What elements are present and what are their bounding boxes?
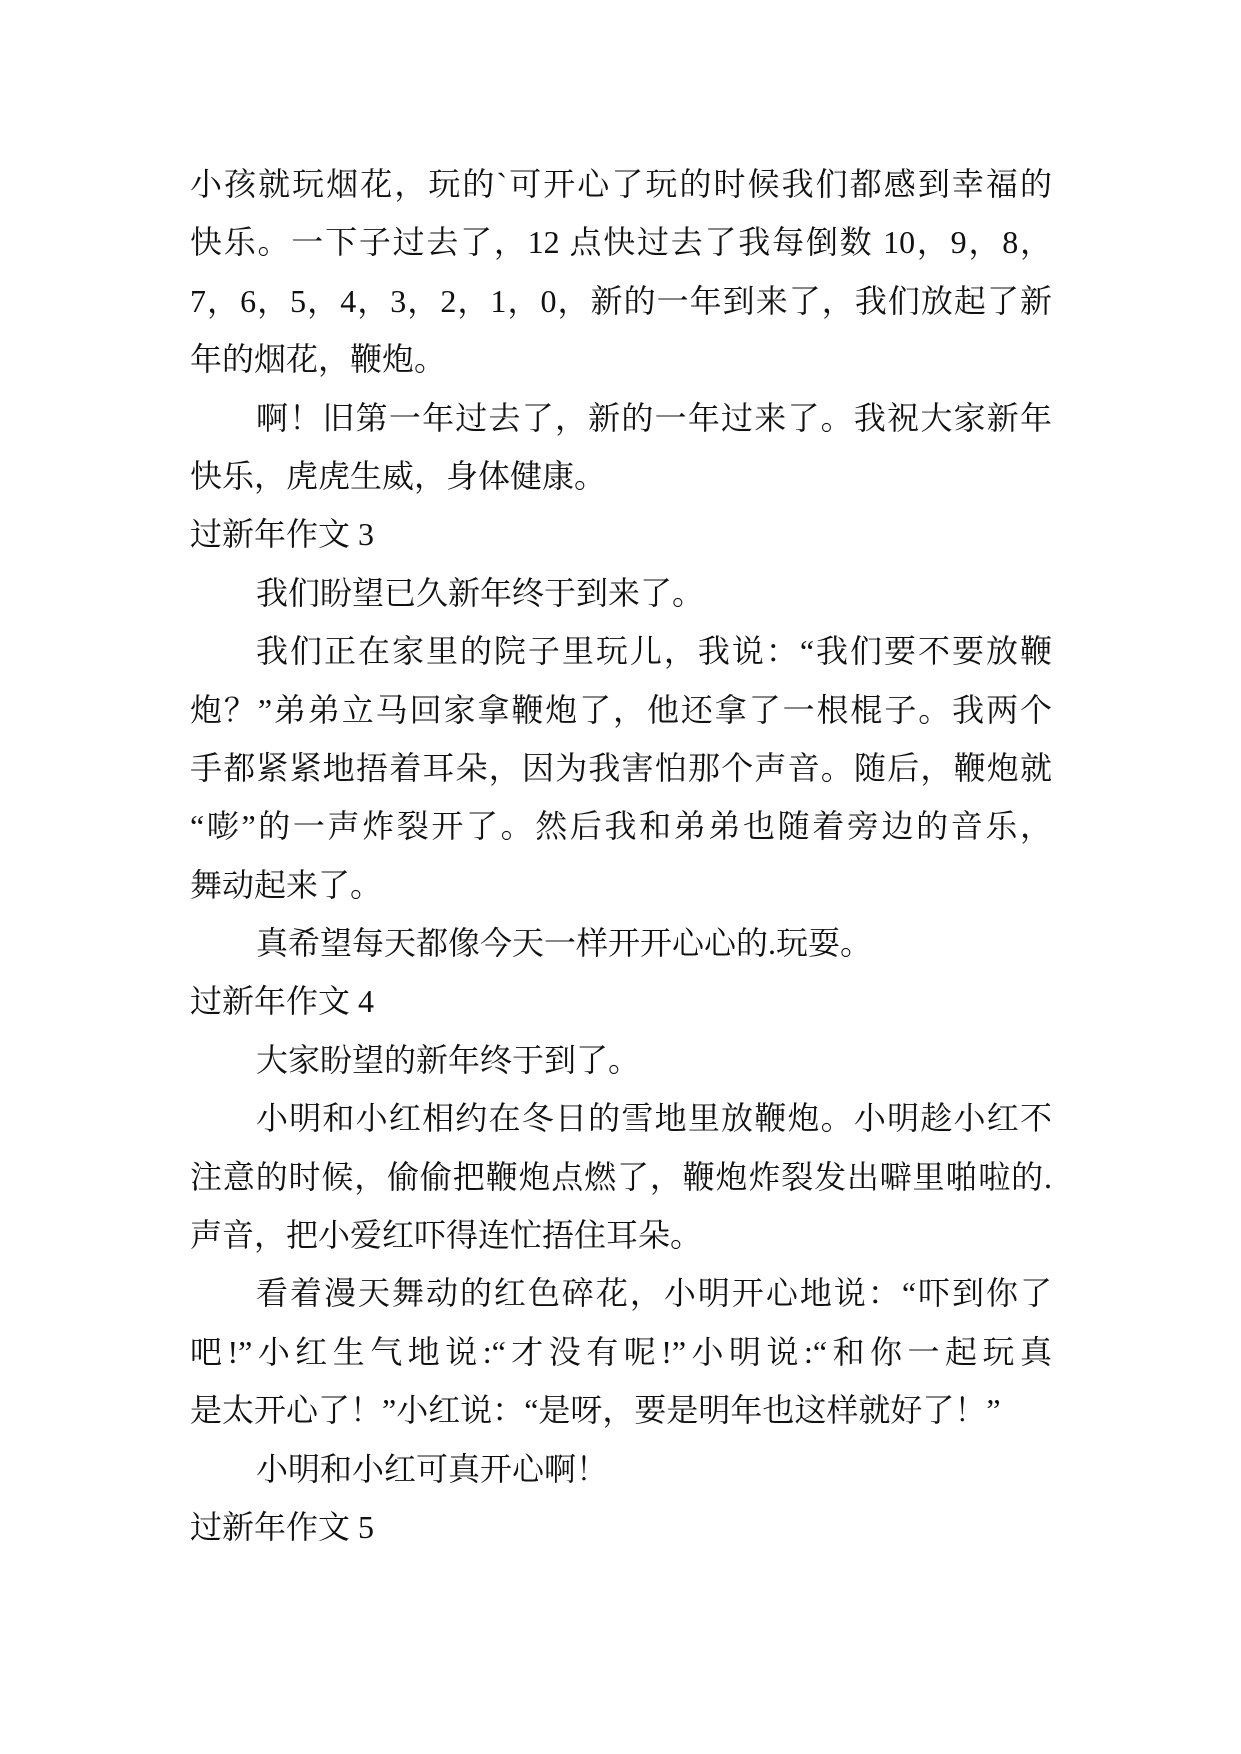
paragraph-line: 是太开心了！”小红说：“是呀，要是明年也这样就好了！” [190,1392,1001,1429]
section-heading: 过新年作文 5 [190,1508,375,1545]
paragraph-line: 舞动起来了。 [190,866,383,903]
paragraph [190,1264,1052,1439]
document-body [190,155,1052,1556]
paragraph-line: 7，6，5，4，3，2，1，0，新的一年到来了，我们放起了新 [190,282,1052,319]
paragraph [190,1031,1052,1089]
section-heading: 过新年作文 3 [190,516,375,553]
paragraph [190,914,1052,972]
paragraph-line: 我们盼望已久新年终于到来了。 [256,574,705,611]
paragraph [190,622,1052,914]
paragraph-line: 啊！旧第一年过去了，新的一年过来了。我祝大家新年 [256,399,1052,436]
paragraph-line: 快乐。一下子过去了，12 点快过去了我每倒数 10，9，8， [190,224,1052,261]
paragraph [190,564,1052,622]
paragraph-line: 炮？”弟弟立马回家拿鞭炮了，他还拿了一根棍子。我两个 [190,691,1052,728]
paragraph [190,155,1052,389]
paragraph-line: 看着漫天舞动的红色碎花，小明开心地说：“吓到你了 [256,1275,1052,1312]
paragraph-line: 吧!”小红生气地说:“才没有呢!”小明说:“和你一起玩真 [190,1333,1052,1370]
paragraph [190,1440,1052,1498]
paragraph-line: 手都紧紧地捂着耳朵，因为我害怕那个声音。随后，鞭炮就 [190,749,1052,786]
paragraph-line: 小明和小红相约在冬日的雪地里放鞭炮。小明趁小红不 [256,1100,1052,1137]
paragraph-line: 小明和小红可真开心啊！ [256,1450,609,1487]
paragraph-line: 快乐，虎虎生威，身体健康。 [190,457,607,494]
paragraph-line: 年的烟花，鞭炮。 [190,341,447,378]
paragraph-line: 大家盼望的新年终于到了。 [256,1041,641,1078]
paragraph-line: 注意的时候，偷偷把鞭炮点燃了，鞭炮炸裂发出噼里啪啦的. [190,1158,1052,1195]
paragraph-line: 真希望每天都像今天一样开开心心的.玩耍。 [256,925,873,962]
essay [190,972,1052,1498]
essay [190,505,1052,972]
paragraph [190,389,1052,506]
paragraph-line: 声音，把小爱红吓得连忙捂住耳朵。 [190,1217,703,1254]
paragraph-line: 小孩就玩烟花，玩的`可开心了玩的时候我们都感到幸福的 [190,166,1052,202]
paragraph [190,1089,1052,1264]
section-heading: 过新年作文 4 [190,983,375,1020]
paragraph-line: 我们正在家里的院子里玩儿，我说：“我们要不要放鞭 [256,633,1052,670]
essay [190,1498,1052,1556]
paragraph-line: “嘭”的一声炸裂开了。然后我和弟弟也随着旁边的音乐， [190,808,1052,845]
